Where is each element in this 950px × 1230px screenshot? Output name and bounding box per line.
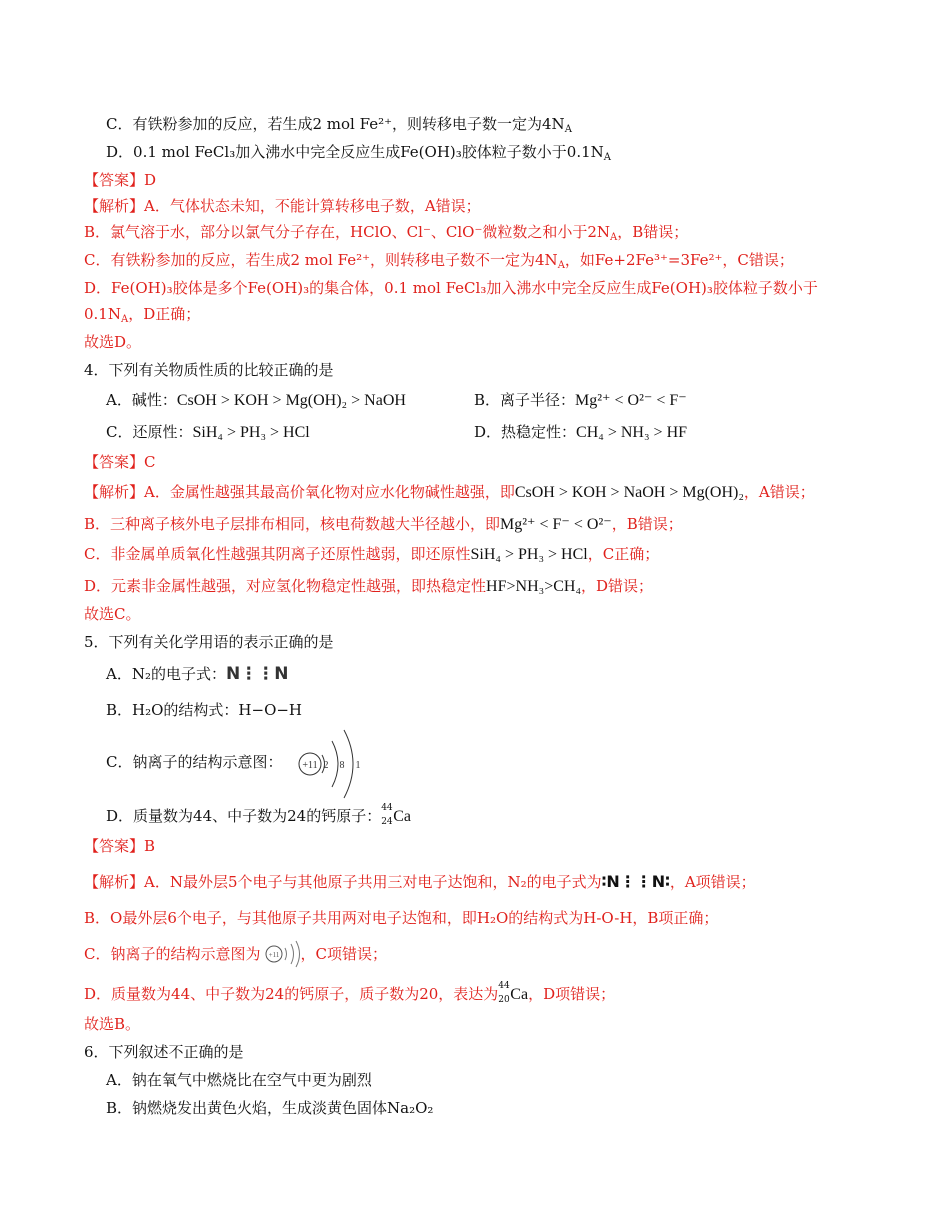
text-span: 【解析】A．金属性越强其最高价氧化物对应水化物碱性越强，即	[84, 483, 515, 501]
q5-answer: 【答案】B	[84, 837, 156, 855]
option-text: D．质量数为44、中子数为24的钙原子：	[106, 807, 382, 825]
q5-option-c	[106, 752, 282, 772]
q5-analysis-d	[84, 981, 616, 1005]
text-span: ，D正确；	[128, 305, 201, 323]
q5-analysis-b: B．O最外层6个电子，与其他原子共用两对电子达饱和，即H₂O的结构式为H-O-H，B项正确；	[84, 909, 719, 927]
q6-option-a: A．钠在氧气中燃烧比在空气中更为剧烈	[106, 1071, 372, 1089]
mini-nucleus-charge: +11	[268, 951, 280, 959]
text-span: D．质量数为44、中子数为24的钙原子，质子数为20，表达为	[84, 985, 499, 1003]
text-span: B．三种离子核外电子层排布相同，核电荷数越大半径越小，即	[84, 515, 501, 533]
q4-stem: 4．下列有关物质性质的比较正确的是	[84, 361, 334, 379]
q4-option-d	[474, 422, 687, 443]
text-span: ，C项错误；	[300, 945, 387, 963]
q4-analysis-c	[84, 544, 659, 565]
q6-stem: 6．下列叙述不正确的是	[84, 1043, 244, 1061]
q5-option-d	[106, 803, 411, 827]
option-label: B．离子半径：	[474, 391, 576, 409]
option-expression: SiH₄ > PH₃ > HCl	[192, 424, 310, 441]
q4-option-c	[106, 422, 310, 443]
avogadro-subscript: A	[120, 314, 129, 325]
option-label: D．热稳定性：	[474, 423, 577, 441]
q5-stem: 5．下列有关化学用语的表示正确的是	[84, 633, 334, 651]
mass-number: 44	[381, 803, 393, 813]
text-span: B．氯气溶于水，部分以氯气分子存在，HClO、Cl⁻、ClO⁻微粒数之和小于2N	[84, 223, 611, 241]
mass-number: 44	[498, 981, 510, 991]
avogadro-subscript: A	[564, 124, 572, 135]
sodium-ion-mini-diagram	[264, 940, 304, 968]
text-span: ，如Fe+2Fe³⁺=3Fe²⁺，C错误；	[564, 251, 794, 269]
q4-option-b	[474, 390, 687, 411]
text-span: ，D项错误；	[528, 985, 616, 1003]
shell-electrons-2: 8	[339, 760, 345, 771]
option-expression: CsOH > KOH > Mg(OH)₂ > NaOH	[176, 392, 406, 409]
mini-shell-3	[296, 941, 300, 967]
option-expression: CH₄ > NH₃ > HF	[576, 424, 688, 441]
q6-option-b: B．钠燃烧发出黄色火焰，生成淡黄色固体Na₂O₂	[106, 1099, 434, 1117]
text-span: ，B错误；	[611, 515, 683, 533]
q3-option-d-text: D．0.1 mol FeCl₃加入沸水中完全反应生成Fe(OH)₃胶体粒子数小于0.1N	[106, 143, 604, 161]
option-label: C．还原性：	[106, 423, 193, 441]
mini-shell-1	[285, 948, 287, 960]
element-symbol: Ca	[510, 986, 529, 1003]
option-text: C．钠离子的结构示意图：	[106, 753, 283, 771]
option-label: A．碱性：	[106, 391, 177, 409]
q4-analysis-a	[84, 482, 815, 503]
avogadro-subscript: A	[610, 232, 618, 243]
sodium-ion-structure-diagram	[296, 728, 370, 800]
q3-analysis-b	[84, 222, 688, 242]
text-span: C．钠离子的结构示意图为	[84, 945, 261, 963]
element-symbol: Ca	[393, 808, 411, 825]
shell-electrons-3: 1	[355, 760, 361, 771]
q5-option-b: B．H₂O的结构式：H−O−H	[106, 701, 303, 719]
text-span: ，A项错误；	[669, 873, 756, 891]
q3-analysis-d-cont	[84, 304, 200, 324]
avogadro-subscript: A	[603, 152, 611, 163]
q3-option-d	[106, 142, 611, 162]
n2-lewis-structure: N⋮⋮N	[225, 664, 289, 684]
text-span: 【解析】A．N最外层5个电子与其他原子共用三对电子达饱和，N₂的电子式为	[84, 873, 602, 891]
q3-option-c	[106, 114, 572, 134]
nucleus-charge: +11	[302, 760, 318, 771]
text-span: C．有铁粉参加的反应，若生成2 mol Fe²⁺，则转移电子数不一定为4N	[84, 251, 558, 269]
text-span: 0.1N	[84, 305, 121, 323]
inline-expression: CsOH > KOH > NaOH > Mg(OH)₂	[514, 484, 744, 501]
q5-option-a	[106, 664, 288, 684]
nuclide-notation	[498, 981, 510, 1005]
atomic-number: 20	[498, 995, 510, 1005]
n2-lewis-structure-full: ∶N⋮⋮N∶	[601, 872, 670, 891]
text-span: C．非金属单质氧化性越强其阴离子还原性越弱，即还原性	[84, 545, 471, 563]
shell-arc-3	[344, 730, 353, 798]
option-expression: Mg²⁺ < O²⁻ < F⁻	[575, 392, 687, 409]
text-span: ，A错误；	[743, 483, 815, 501]
inline-expression: Mg²⁺ < F⁻ < O²⁻	[500, 516, 612, 533]
q4-analysis-d	[84, 576, 653, 597]
q4-analysis-b	[84, 514, 683, 535]
q5-analysis-c	[84, 944, 387, 964]
q5-analysis-a	[84, 872, 756, 892]
q3-conclusion: 故选D。	[84, 333, 142, 351]
q3-analysis-c	[84, 250, 794, 270]
atomic-number: 24	[381, 817, 393, 827]
text-span: D．元素非金属性越强，对应氢化物稳定性越强，即热稳定性	[84, 577, 487, 595]
text-span: ，C正确；	[587, 545, 660, 563]
nuclide-notation	[381, 803, 393, 827]
text-span: ，B错误；	[617, 223, 689, 241]
q5-conclusion: 故选B。	[84, 1015, 141, 1033]
inline-expression: SiH₄ > PH₃ > HCl	[470, 546, 588, 563]
q4-answer: 【答案】C	[84, 453, 156, 471]
q4-conclusion: 故选C。	[84, 605, 141, 623]
option-text: A．N₂的电子式：	[106, 665, 226, 683]
mini-shell-2	[291, 944, 294, 964]
avogadro-subscript: A	[557, 260, 565, 271]
shell-arc-2	[332, 741, 338, 787]
inline-expression: HF>NH₃>CH₄	[486, 578, 582, 595]
q3-option-c-text: C．有铁粉参加的反应，若生成2 mol Fe²⁺，则转移电子数一定为4N	[106, 115, 565, 133]
q4-option-a	[106, 390, 406, 411]
q3-analysis-d: D．Fe(OH)₃胶体是多个Fe(OH)₃的集合体，0.1 mol FeCl₃加入沸水中完全反应生成Fe(OH)₃胶体粒子数小于	[84, 279, 818, 297]
q3-analysis-a: 【解析】A．气体状态未知，不能计算转移电子数，A错误；	[84, 197, 481, 215]
q3-answer: 【答案】D	[84, 171, 157, 189]
shell-electrons-1: 2	[323, 760, 329, 771]
text-span: ，D错误；	[581, 577, 654, 595]
